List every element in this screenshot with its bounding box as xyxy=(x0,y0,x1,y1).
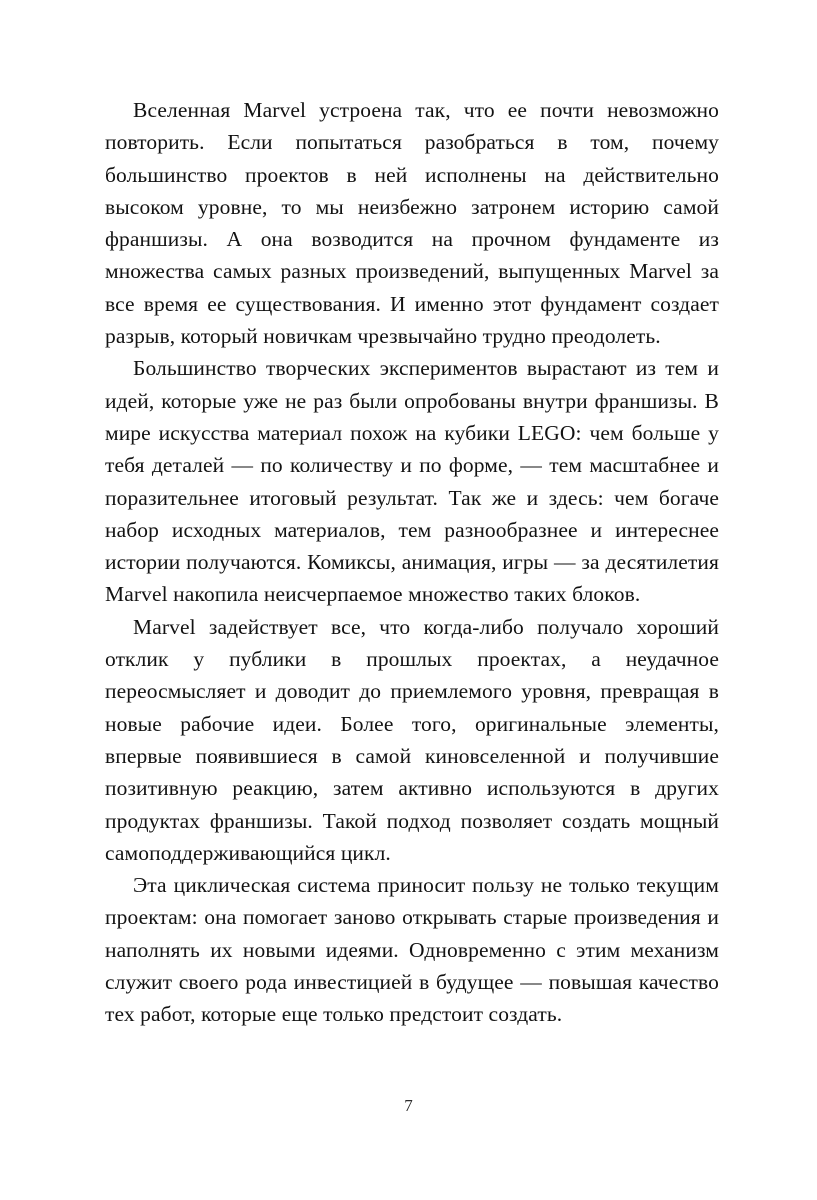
paragraph: Большинство творческих экспериментов вырастают из тем и идей, которые уже не раз были опробованы внутри франшизы. В мире искусства материал похож на кубики LEGO: чем больше у тебя деталей — по количеству и по форме, — тем масштабнее и поразительнее итоговый результат. Так же и здесь: чем богаче набор исходных материалов, тем разнообразнее и интереснее истории получаются. Комиксы, анимация, игры — за десятилетия Marvel накопила неисчерпаемое множество таких блоков. xyxy=(105,356,719,607)
paragraph: Эта циклическая система приносит пользу не только текущим проектам: она помогает заново открывать старые произведения и наполнять их новыми идеями. Одновременно с этим механизм служит своего рода инвестицией в будущее — повышая качество тех работ, которые еще только предстоит создать. xyxy=(105,873,719,1027)
paragraph: Вселенная Marvel устроена так, что ее почти невозможно повторить. Если попытаться разобраться в том, почему большинство проектов в ней исполнены на действительно высоком уровне, то мы неизбежно затронем историю самой франшизы. А она возводится на прочном фундаменте из множества самых разных произведений, выпущенных Marvel за все время ее существования. И именно этот фундамент создает разрыв, который новичкам чрезвычайно трудно преодолеть. xyxy=(105,98,719,349)
page-number: 7 xyxy=(404,1096,413,1115)
paragraph: Marvel задействует все, что когда-либо получало хороший отклик у публики в прошлых проектах, а неудачное переосмысляет и доводит до приемлемого уровня, превращая в новые рабочие идеи. Более того, оригинальные элементы, впервые появившиеся в самой киновселенной и получившие позитивную реакцию, затем активно используются в других продуктах франшизы. Такой подход позволяет создать мощный самоподдерживающийся цикл. xyxy=(105,614,719,865)
page-text xyxy=(105,94,719,1031)
